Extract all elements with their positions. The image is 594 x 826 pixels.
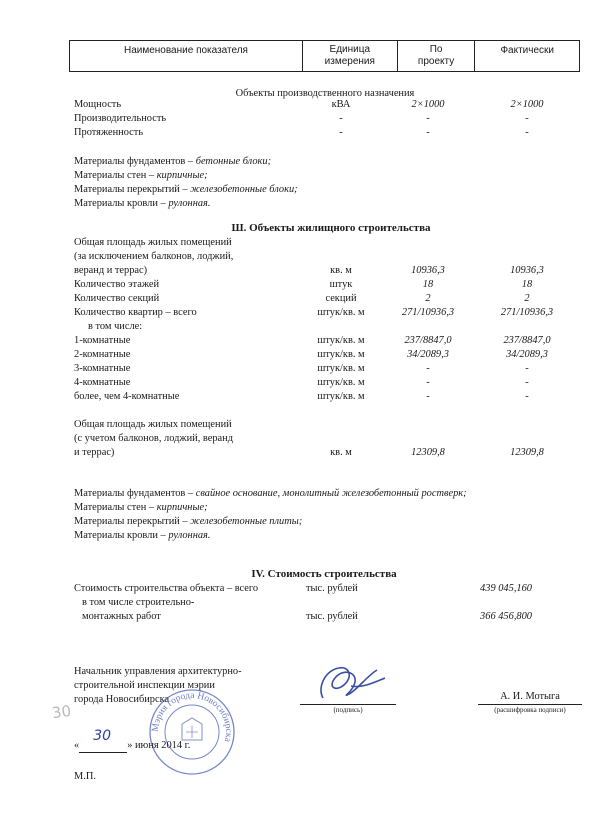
cost-title: IV. Стоимость строительства — [251, 568, 397, 580]
margin-note: 30 — [50, 701, 73, 723]
housing-area-label: Общая площадь жилых помещений — [74, 237, 232, 248]
row-actual: - — [525, 377, 529, 388]
housing-material: Материалы кровли – рулонная. — [74, 530, 211, 541]
row-name: 1-комнатные — [74, 335, 131, 346]
stamp-text: Мэрия города Новосибирска — [150, 690, 234, 743]
header-project: По проекту — [398, 41, 476, 71]
housing-total-label: и террас) — [74, 447, 115, 458]
production-title: Объекты производственного назначения — [235, 88, 415, 99]
official-stamp — [148, 688, 236, 776]
row-project: - — [426, 391, 430, 402]
row-name: Протяженность — [74, 127, 144, 138]
handwritten-signature — [305, 658, 395, 706]
row-project: 271/10936,3 — [401, 307, 455, 318]
row-name: Мощность — [74, 99, 122, 110]
housing-material: Материалы перекрытий – железобетонные плиты; — [74, 516, 303, 527]
production-material: Материалы фундаментов – бетонные блоки; — [74, 156, 272, 167]
cost-total-unit: тыс. рублей — [306, 583, 358, 594]
row-project: - — [426, 113, 430, 124]
date-day: 30 — [93, 728, 112, 744]
row-unit: - — [339, 127, 343, 138]
signatory-position: города Новосибирска — [74, 694, 170, 705]
row-unit: штук/кв. м — [317, 363, 365, 374]
row-name: 2-комнатные — [74, 349, 131, 360]
signature-line — [300, 704, 396, 705]
housing-area-actual: 10936,3 — [510, 265, 544, 276]
housing-total-actual: 12309,8 — [510, 447, 544, 458]
housing-material: Материалы фундаментов – свайное основание, монолитный железобетонный ростверк; — [74, 488, 467, 499]
row-project: 34/2089,3 — [407, 349, 449, 360]
row-name: Количество этажей — [74, 279, 160, 290]
row-actual: 2×1000 — [510, 99, 544, 110]
row-actual: 2 — [524, 293, 530, 304]
housing-area-unit: кв. м — [330, 265, 352, 276]
row-project: 237/8847,0 — [404, 335, 452, 346]
signatory-position: Начальник управления архитектурно- — [74, 666, 242, 677]
row-project: 2×1000 — [411, 99, 445, 110]
housing-total-project: 12309,8 — [411, 447, 445, 458]
housing-area-label: веранд и террас) — [74, 265, 148, 276]
date-line: « 30 » июня 2014 г. — [74, 728, 191, 751]
table-header — [69, 40, 580, 72]
cost-total-value: 439 045,160 — [480, 583, 532, 594]
row-project: 2 — [425, 293, 431, 304]
row-unit: штук/кв. м — [317, 349, 365, 360]
production-material: Материалы стен – кирпичные; — [74, 170, 208, 181]
row-unit: - — [339, 113, 343, 124]
row-name: Производительность — [74, 113, 167, 124]
row-project: - — [426, 127, 430, 138]
row-unit: кВА — [331, 99, 351, 110]
header-unit: Единица измерения — [303, 41, 398, 71]
cost-sub-unit: тыс. рублей — [306, 611, 358, 622]
production-material: Материалы кровли – рулонная. — [74, 198, 211, 209]
row-actual: - — [525, 363, 529, 374]
row-name: Количество секций — [74, 293, 160, 304]
housing-title: Ш. Объекты жилищного строительства — [231, 222, 431, 234]
name-caption: (расшифровка подписи) — [494, 706, 566, 714]
seal-place-mark: М.П. — [74, 771, 96, 782]
row-name: более, чем 4-комнатные — [74, 391, 180, 402]
header-name: Наименование показателя — [70, 41, 303, 71]
row-actual: - — [525, 113, 529, 124]
row-actual: 18 — [521, 279, 533, 290]
row-actual: - — [525, 391, 529, 402]
row-project: 18 — [422, 279, 434, 290]
housing-including-label: в том числе: — [88, 321, 143, 332]
production-material: Материалы перекрытий – железобетонные блоки; — [74, 184, 298, 195]
housing-total-unit: кв. м — [330, 447, 352, 458]
row-actual: 237/8847,0 — [503, 335, 551, 346]
row-unit: секций — [325, 293, 357, 304]
signature-caption: (подпись) — [333, 706, 363, 714]
row-name: Количество квартир – всего — [74, 307, 197, 318]
row-actual: 271/10936,3 — [500, 307, 554, 318]
row-unit: штук/кв. м — [317, 377, 365, 388]
row-unit: штук/кв. м — [317, 335, 365, 346]
cost-sub-label: в том числе строительно- — [82, 597, 195, 608]
signatory-position: строительной инспекции мэрии — [74, 680, 215, 691]
row-project: - — [426, 363, 430, 374]
row-name: 4-комнатные — [74, 377, 131, 388]
name-line — [478, 704, 582, 705]
row-unit: штук — [329, 279, 353, 290]
row-unit: штук/кв. м — [317, 307, 365, 318]
cost-sub-value: 366 456,800 — [480, 611, 532, 622]
housing-total-label: Общая площадь жилых помещений — [74, 419, 232, 430]
housing-total-label: (с учетом балконов, лоджий, веранд — [74, 433, 233, 444]
cost-total-label: Стоимость строительства объекта – всего — [74, 583, 259, 594]
cost-sub-label: монтажных работ — [82, 611, 161, 622]
header-actual: Фактически — [500, 45, 555, 56]
housing-area-label: (за исключением балконов, лоджий, — [74, 251, 234, 262]
row-name: 3-комнатные — [74, 363, 131, 374]
row-project: - — [426, 377, 430, 388]
row-actual: 34/2089,3 — [506, 349, 548, 360]
row-unit: штук/кв. м — [317, 391, 365, 402]
housing-material: Материалы стен – кирпичные; — [74, 502, 208, 513]
signatory-name: А. И. Мотыга — [500, 691, 560, 702]
housing-area-project: 10936,3 — [411, 265, 445, 276]
row-actual: - — [525, 127, 529, 138]
